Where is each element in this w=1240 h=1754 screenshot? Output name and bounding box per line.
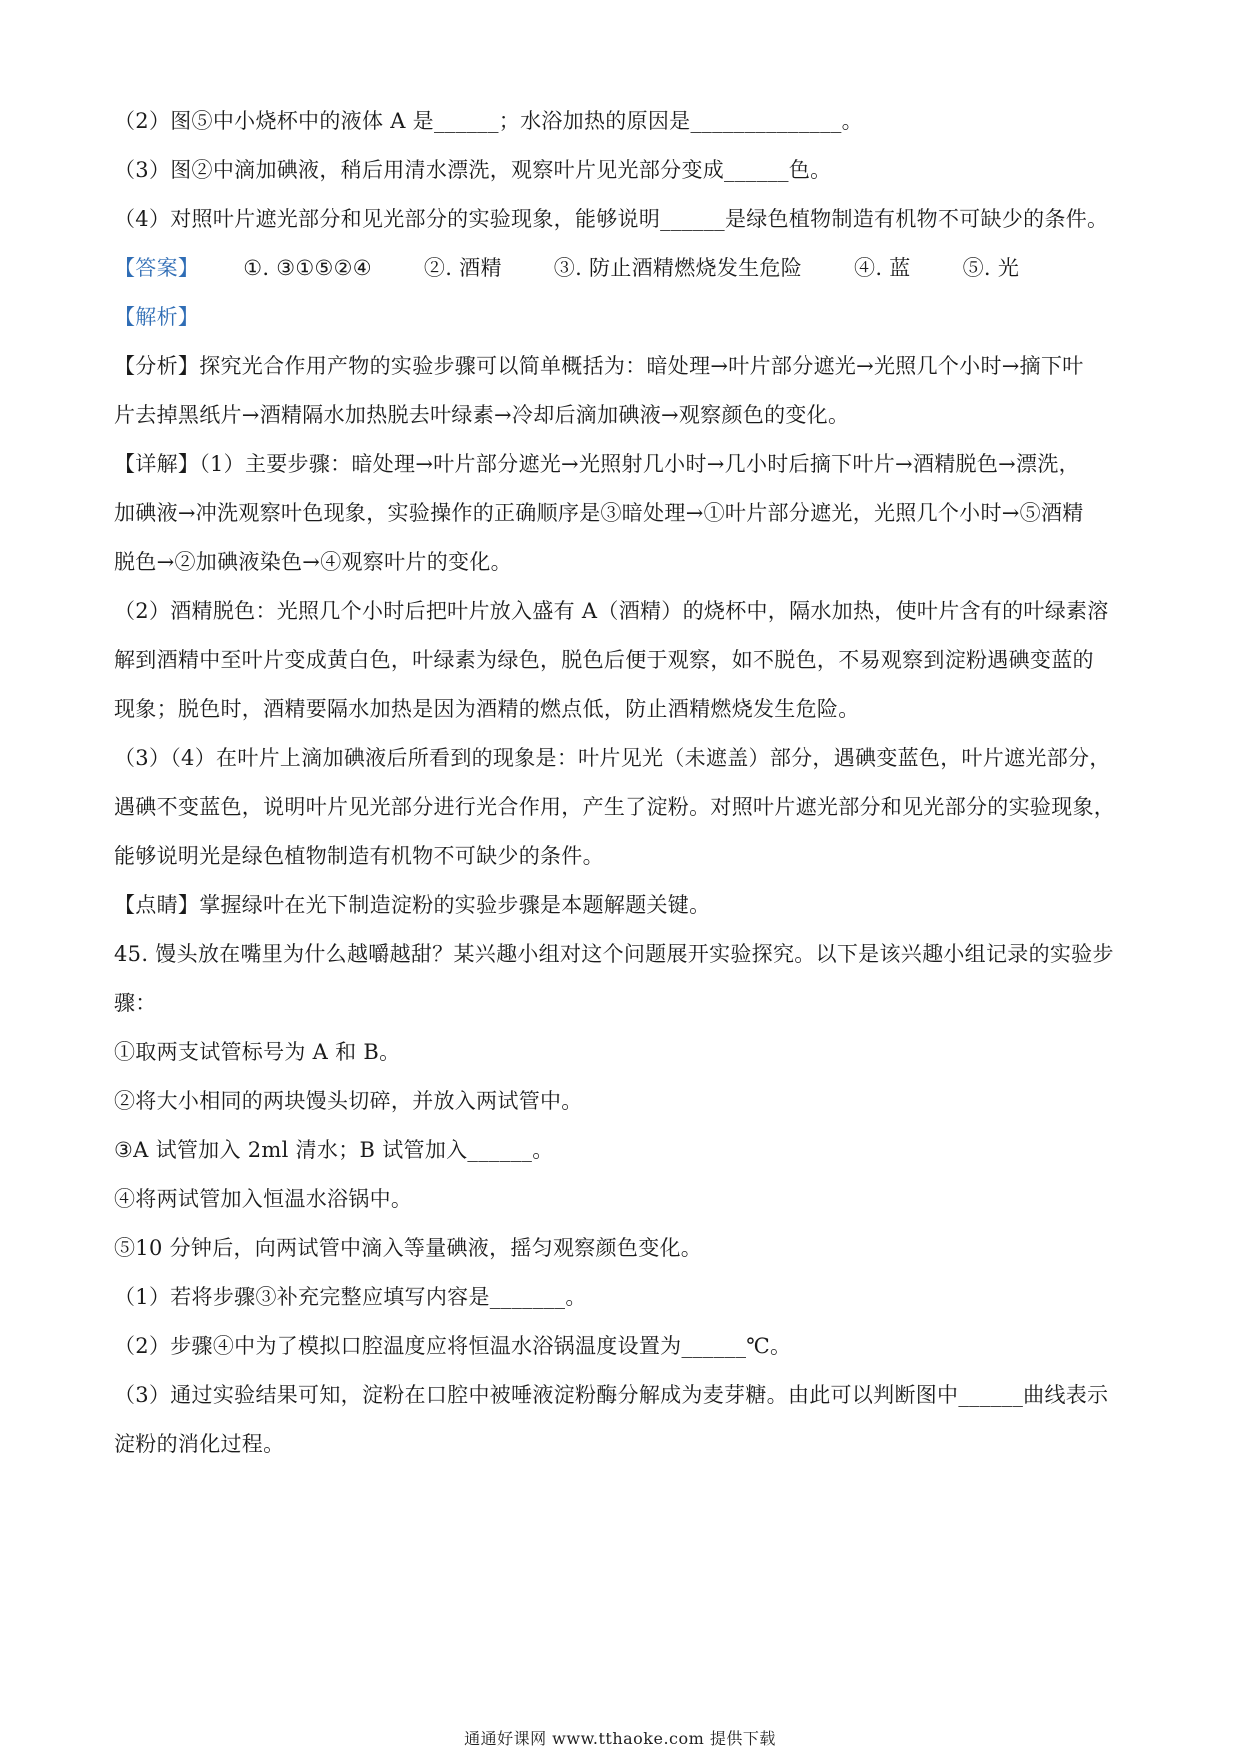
q45-step: ③A 试管加入 2ml 清水；B 试管加入______。 [114, 1138, 554, 1162]
analysis-key-point: 【点睛】掌握绿叶在光下制造淀粉的实验步骤是本题解题关键。 [114, 893, 711, 917]
answer-item: ③. 防止酒精燃烧发生危险 [553, 256, 803, 280]
q45-part3-line: 淀粉的消化过程。 [114, 1432, 285, 1456]
q44-part3: （3）图②中滴加碘液，稍后用清水漂洗，观察叶片见光部分变成______色。 [114, 158, 832, 182]
answer-item: ②. 酒精 [423, 256, 502, 280]
analysis-part2-line: 解到酒精中至叶片变成黄白色，叶绿素为绿色，脱色后便于观察，如不脱色，不易观察到淀粉遇碘变蓝的 [114, 648, 1094, 672]
q45-stem-line: 45. 馒头放在嘴里为什么越嚼越甜？某兴趣小组对这个问题展开实验探究。以下是该兴趣小组记录的实验步 [114, 942, 1114, 966]
answer-item: ①. ③①⑤②④ [243, 256, 372, 280]
answer-row [114, 244, 1126, 293]
analysis-detail-line: 脱色→②加碘液染色→④观察叶片的变化。 [114, 550, 512, 574]
document-page [114, 97, 1126, 1469]
analysis-fenxi-line: 片去掉黑纸片→酒精隔水加热脱去叶绿素→冷却后滴加碘液→观察颜色的变化。 [114, 403, 850, 427]
analysis-detail-line: 加碘液→冲洗观察叶色现象，实验操作的正确顺序是③暗处理→①叶片部分遮光，光照几个小时→⑤酒精 [114, 501, 1084, 525]
q45-part2: （2）步骤④中为了模拟口腔温度应将恒温水浴锅温度设置为______℃。 [114, 1334, 792, 1358]
q45-stem-line: 骤： [114, 991, 157, 1015]
q45-step: ①取两支试管标号为 A 和 B。 [114, 1040, 401, 1064]
analysis-part2-line: 现象；脱色时，酒精要隔水加热是因为酒精的燃点低，防止酒精燃烧发生危险。 [114, 697, 860, 721]
q45-part3-line: （3）通过实验结果可知，淀粉在口腔中被唾液淀粉酶分解成为麦芽糖。由此可以判断图中______曲线表示 [114, 1383, 1109, 1407]
answer-tag: 【答案】 [114, 256, 200, 280]
page-footer: 通通好课网 www.tthaoke.com 提供下载 [464, 1729, 776, 1748]
analysis-tag: 【解析】 [114, 305, 200, 329]
analysis-part34-line: 能够说明光是绿色植物制造有机物不可缺少的条件。 [114, 844, 604, 868]
q45-step: ④将两试管加入恒温水浴锅中。 [114, 1187, 413, 1211]
analysis-part34-line: （3）（4）在叶片上滴加碘液后所看到的现象是：叶片见光（未遮盖）部分，遇碘变蓝色，叶片遮光部分， [114, 746, 1111, 770]
q45-part1: （1）若将步骤③补充完整应填写内容是_______。 [114, 1285, 587, 1309]
analysis-fenxi-line: 【分析】探究光合作用产物的实验步骤可以简单概括为：暗处理→叶片部分遮光→光照几个小时→摘下叶 [114, 354, 1084, 378]
analysis-part2-line: （2）酒精脱色：光照几个小时后把叶片放入盛有 A（酒精）的烧杯中，隔水加热，使叶片含有的叶绿素溶 [114, 599, 1109, 623]
analysis-detail-line: 【详解】（1）主要步骤：暗处理→叶片部分遮光→光照射几小时→几小时后摘下叶片→酒精脱色→漂洗， [114, 452, 1080, 476]
q44-part2: （2）图⑤中小烧杯中的液体 A 是______；水浴加热的原因是______________。 [114, 109, 863, 133]
answer-item: ④. 蓝 [854, 256, 911, 280]
q44-part4: （4）对照叶片遮光部分和见光部分的实验现象，能够说明______是绿色植物制造有机物不可缺少的条件。 [114, 207, 1109, 231]
q45-step: ②将大小相同的两块馒头切碎，并放入两试管中。 [114, 1089, 583, 1113]
analysis-part34-line: 遇碘不变蓝色，说明叶片见光部分进行光合作用，产生了淀粉。对照叶片遮光部分和见光部分的实验现象， [114, 795, 1116, 819]
q45-step: ⑤10 分钟后，向两试管中滴入等量碘液，摇匀观察颜色变化。 [114, 1236, 703, 1260]
answer-item: ⑤. 光 [962, 256, 1020, 280]
